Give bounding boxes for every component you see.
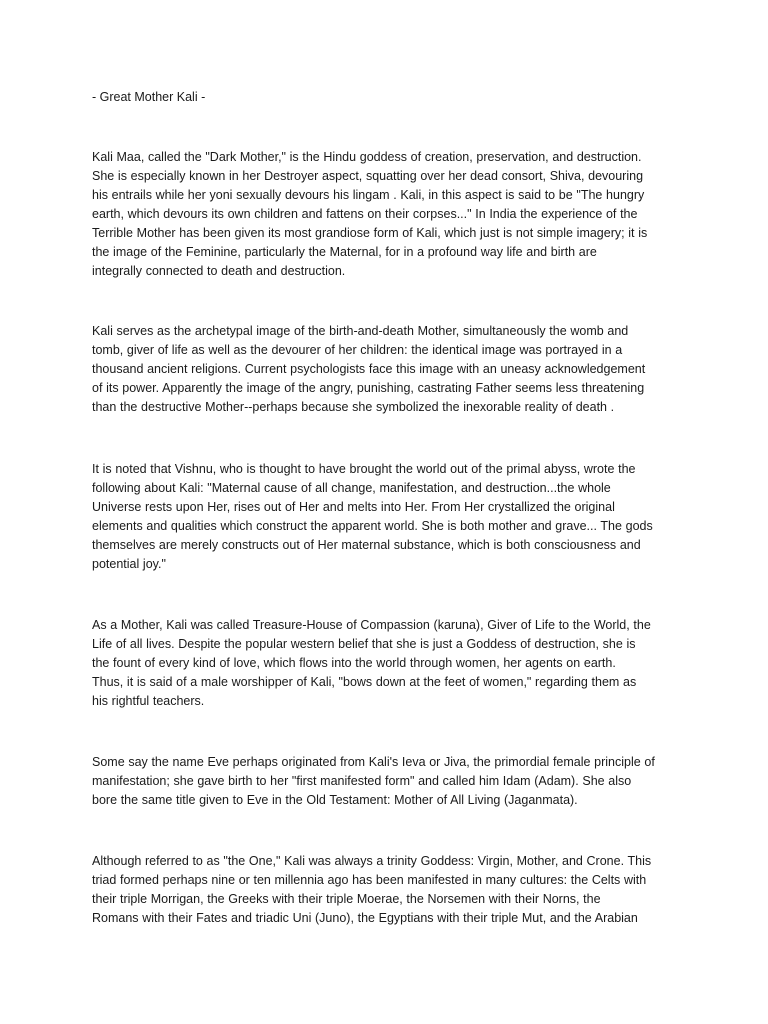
- text-line: their triple Morrigan, the Greeks with their triple Moerae, the Norsemen with their Norns, the: [92, 892, 601, 906]
- text-line: Kali serves as the archetypal image of the birth-and-death Mother, simultaneously the womb and: [92, 324, 629, 338]
- paragraph-6: [92, 852, 676, 928]
- text-line: potential joy.": [92, 557, 166, 571]
- text-line: integrally connected to death and destruction.: [92, 264, 346, 278]
- document-title: - Great Mother Kali -: [92, 90, 206, 104]
- text-line: the fount of every kind of love, which flows into the world through women, her agents on earth.: [92, 656, 616, 670]
- text-line: elements and qualities which construct the apparent world. She is both mother and grave... The gods: [92, 519, 653, 533]
- text-line: Romans with their Fates and triadic Uni (Juno), the Egyptians with their triple Mut, and the Arabian: [92, 911, 638, 925]
- paragraph-3: [92, 460, 676, 574]
- paragraph-4: [92, 616, 676, 711]
- text-line: She is especially known in her Destroyer aspect, squatting over her dead consort, Shiva, devouring: [92, 169, 644, 183]
- text-line: triad formed perhaps nine or ten millennia ago has been manifested in many cultures: the Celts with: [92, 873, 647, 887]
- text-line: Universe rests upon Her, rises out of Her and melts into Her. From Her crystallized the original: [92, 500, 615, 514]
- text-line: than the destructive Mother--perhaps because she symbolized the inexorable reality of death .: [92, 400, 615, 414]
- text-line: As a Mother, Kali was called Treasure-House of Compassion (karuna), Giver of Life to the World, the: [92, 618, 651, 632]
- text-line: It is noted that Vishnu, who is thought to have brought the world out of the primal abyss, wrote the: [92, 462, 636, 476]
- text-line: themselves are merely constructs out of Her maternal substance, which is both consciousness and: [92, 538, 641, 552]
- text-line: Kali Maa, called the "Dark Mother," is the Hindu goddess of creation, preservation, and destruction.: [92, 150, 642, 164]
- text-line: of its power. Apparently the image of the angry, punishing, castrating Father seems less threatening: [92, 381, 645, 395]
- text-line: bore the same title given to Eve in the Old Testament: Mother of All Living (Jaganmata).: [92, 793, 578, 807]
- text-line: Although referred to as "the One," Kali was always a trinity Goddess: Virgin, Mother, and Crone. This: [92, 854, 652, 868]
- text-line: manifestation; she gave birth to her "first manifested form" and called him Idam (Adam). She also: [92, 774, 632, 788]
- text-line: thousand ancient religions. Current psychologists face this image with an uneasy acknowledgement: [92, 362, 646, 376]
- text-line: Thus, it is said of a male worshipper of Kali, "bows down at the feet of women," regarding them as: [92, 675, 637, 689]
- text-line: the image of the Feminine, particularly the Maternal, for in a profound way life and birth are: [92, 245, 597, 259]
- paragraph-5: [92, 753, 676, 810]
- text-line: Terrible Mother has been given its most grandiose form of Kali, which just is not simple imagery; it is: [92, 226, 648, 240]
- text-line: his entrails while her yoni sexually devours his lingam . Kali, in this aspect is said to be "The hungry: [92, 188, 645, 202]
- text-line: his rightful teachers.: [92, 694, 205, 708]
- text-line: earth, which devours its own children and fattens on their corpses..." In India the experience of the: [92, 207, 638, 221]
- text-line: Life of all lives. Despite the popular western belief that she is just a Goddess of destruction, she is: [92, 637, 636, 651]
- text-line: following about Kali: "Maternal cause of all change, manifestation, and destruction...the whole: [92, 481, 611, 495]
- text-line: Some say the name Eve perhaps originated from Kali's Ieva or Jiva, the primordial female principle of: [92, 755, 655, 769]
- paragraph-1: [92, 148, 676, 281]
- paragraph-2: [92, 322, 676, 417]
- text-line: tomb, giver of life as well as the devourer of her children: the identical image was portrayed in a: [92, 343, 623, 357]
